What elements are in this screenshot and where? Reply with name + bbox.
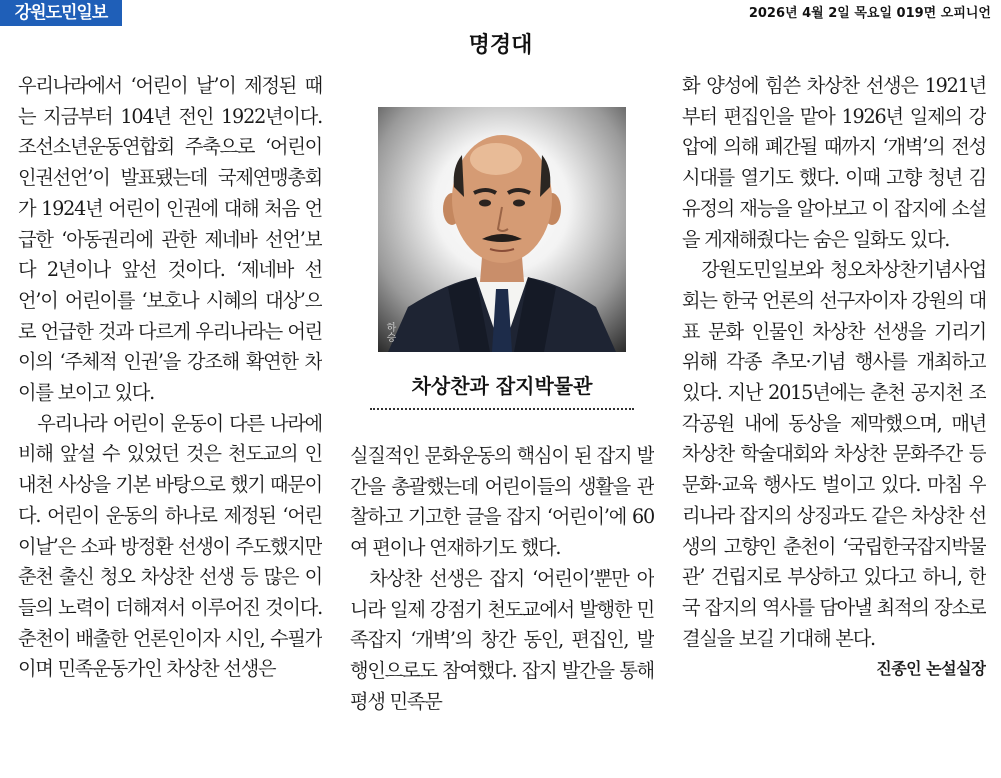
illustrator-signature: 하승 xyxy=(384,322,395,342)
article-paragraph: 차상찬 선생은 잡지 ‘어린이’뿐만 아니라 일제 강점기 천도교에서 발행한 민족잡지 ‘개벽’의 창간 동인, 편집인, 발행인으로도 참여했다. 잡지 발간을 통해 평생 민족문 xyxy=(350,566,654,713)
caption-divider xyxy=(370,408,634,410)
dateline: 2026년 4월 2일 목요일 019면 오피니언 xyxy=(748,6,991,21)
article-column-1 xyxy=(18,71,322,771)
article-paragraph: 실질적인 문화운동의 핵심이 된 잡지 발간을 총괄했는데 어린이들의 생활을 관찰하고 기고한 글을 잡지 ‘어린이’에 60여 편이나 연재하기도 했다. xyxy=(350,444,654,560)
author-byline: 진종인 논설실장 xyxy=(876,659,986,679)
portrait-illustration xyxy=(378,107,626,352)
article-paragraph: 우리나라에서 ‘어린이 날’이 제정된 때는 지금부터 104년 전인 1922년이다. 조선소년운동연합회 주축으로 ‘어린이 인권선언’이 발표됐는데 국제연맹총회가 1924년 어린이 인권에 대해 처음 언급한 ‘아동권리에 관한 제네바 선언’보다 2년이나 앞선 것이다. ‘제네바 선언’이 어린이를 ‘보호나 시혜의 대상’으로 언급한 것과 다르게 우리나라는 어린이의 ‘주체적 인권’을 강조해 확연한 차이를 보이고 있다. xyxy=(18,74,322,405)
article-column-3 xyxy=(682,71,986,771)
column-title: 명경대 xyxy=(468,33,533,58)
newspaper-logo: 강원도민일보 xyxy=(0,0,122,26)
article-column-2 xyxy=(350,441,654,771)
portrait-drawing xyxy=(378,107,626,352)
article-paragraph: 우리나라 어린이 운동이 다른 나라에 비해 앞설 수 있었던 것은 천도교의 인내천 사상을 기본 바탕으로 했기 때문이다. 어린이 운동의 하나로 제정된 ‘어린이날’은 소파 방정환 선생이 주도했지만 춘천 출신 청오 차상찬 선생 등 많은 이들의 노력이 더해져서 이루어진 것이다. 춘천이 배출한 언론인이자 시인, 수필가이며 민족운동가인 차상찬 선생은 xyxy=(18,411,322,681)
paragraph-text: 강원도민일보와 청오차상찬기념사업회는 한국 언론의 선구자이자 강원의 대표 문화 인물인 차상찬 선생을 기리기 위해 각종 추모·기념 행사를 개최하고 있다. 지난 2015년에는 춘천 공지천 조각공원 내에 동상을 제막했으며, 매년 차상찬 학술대회와 차상찬 문화주간 등 문화·교육 행사도 벌이고 있다. 마침 우리나라 잡지의 상징과도 같은 차상찬 선생의 고향인 춘천이 ‘국립한국잡지박물관’ 건립지로 부상하고 있다고 하니, 한국 잡지의 역사를 담아낼 최적의 장소로 결실을 보길 기대해 본다. xyxy=(682,258,986,650)
illustration-caption: 차상찬과 잡지박물관 xyxy=(411,374,593,398)
article-paragraph: 화 양성에 힘쓴 차상찬 선생은 1921년부터 편집인을 맡아 1926년 일제의 강압에 의해 폐간될 때까지 ‘개벽’의 전성시대를 열기도 했다. 이때 고향 청년 김유정의 재능을 알아보고 이 잡지에 소설을 게재해줬다는 숨은 일화도 있다. xyxy=(682,74,986,251)
article-paragraph xyxy=(682,255,986,679)
